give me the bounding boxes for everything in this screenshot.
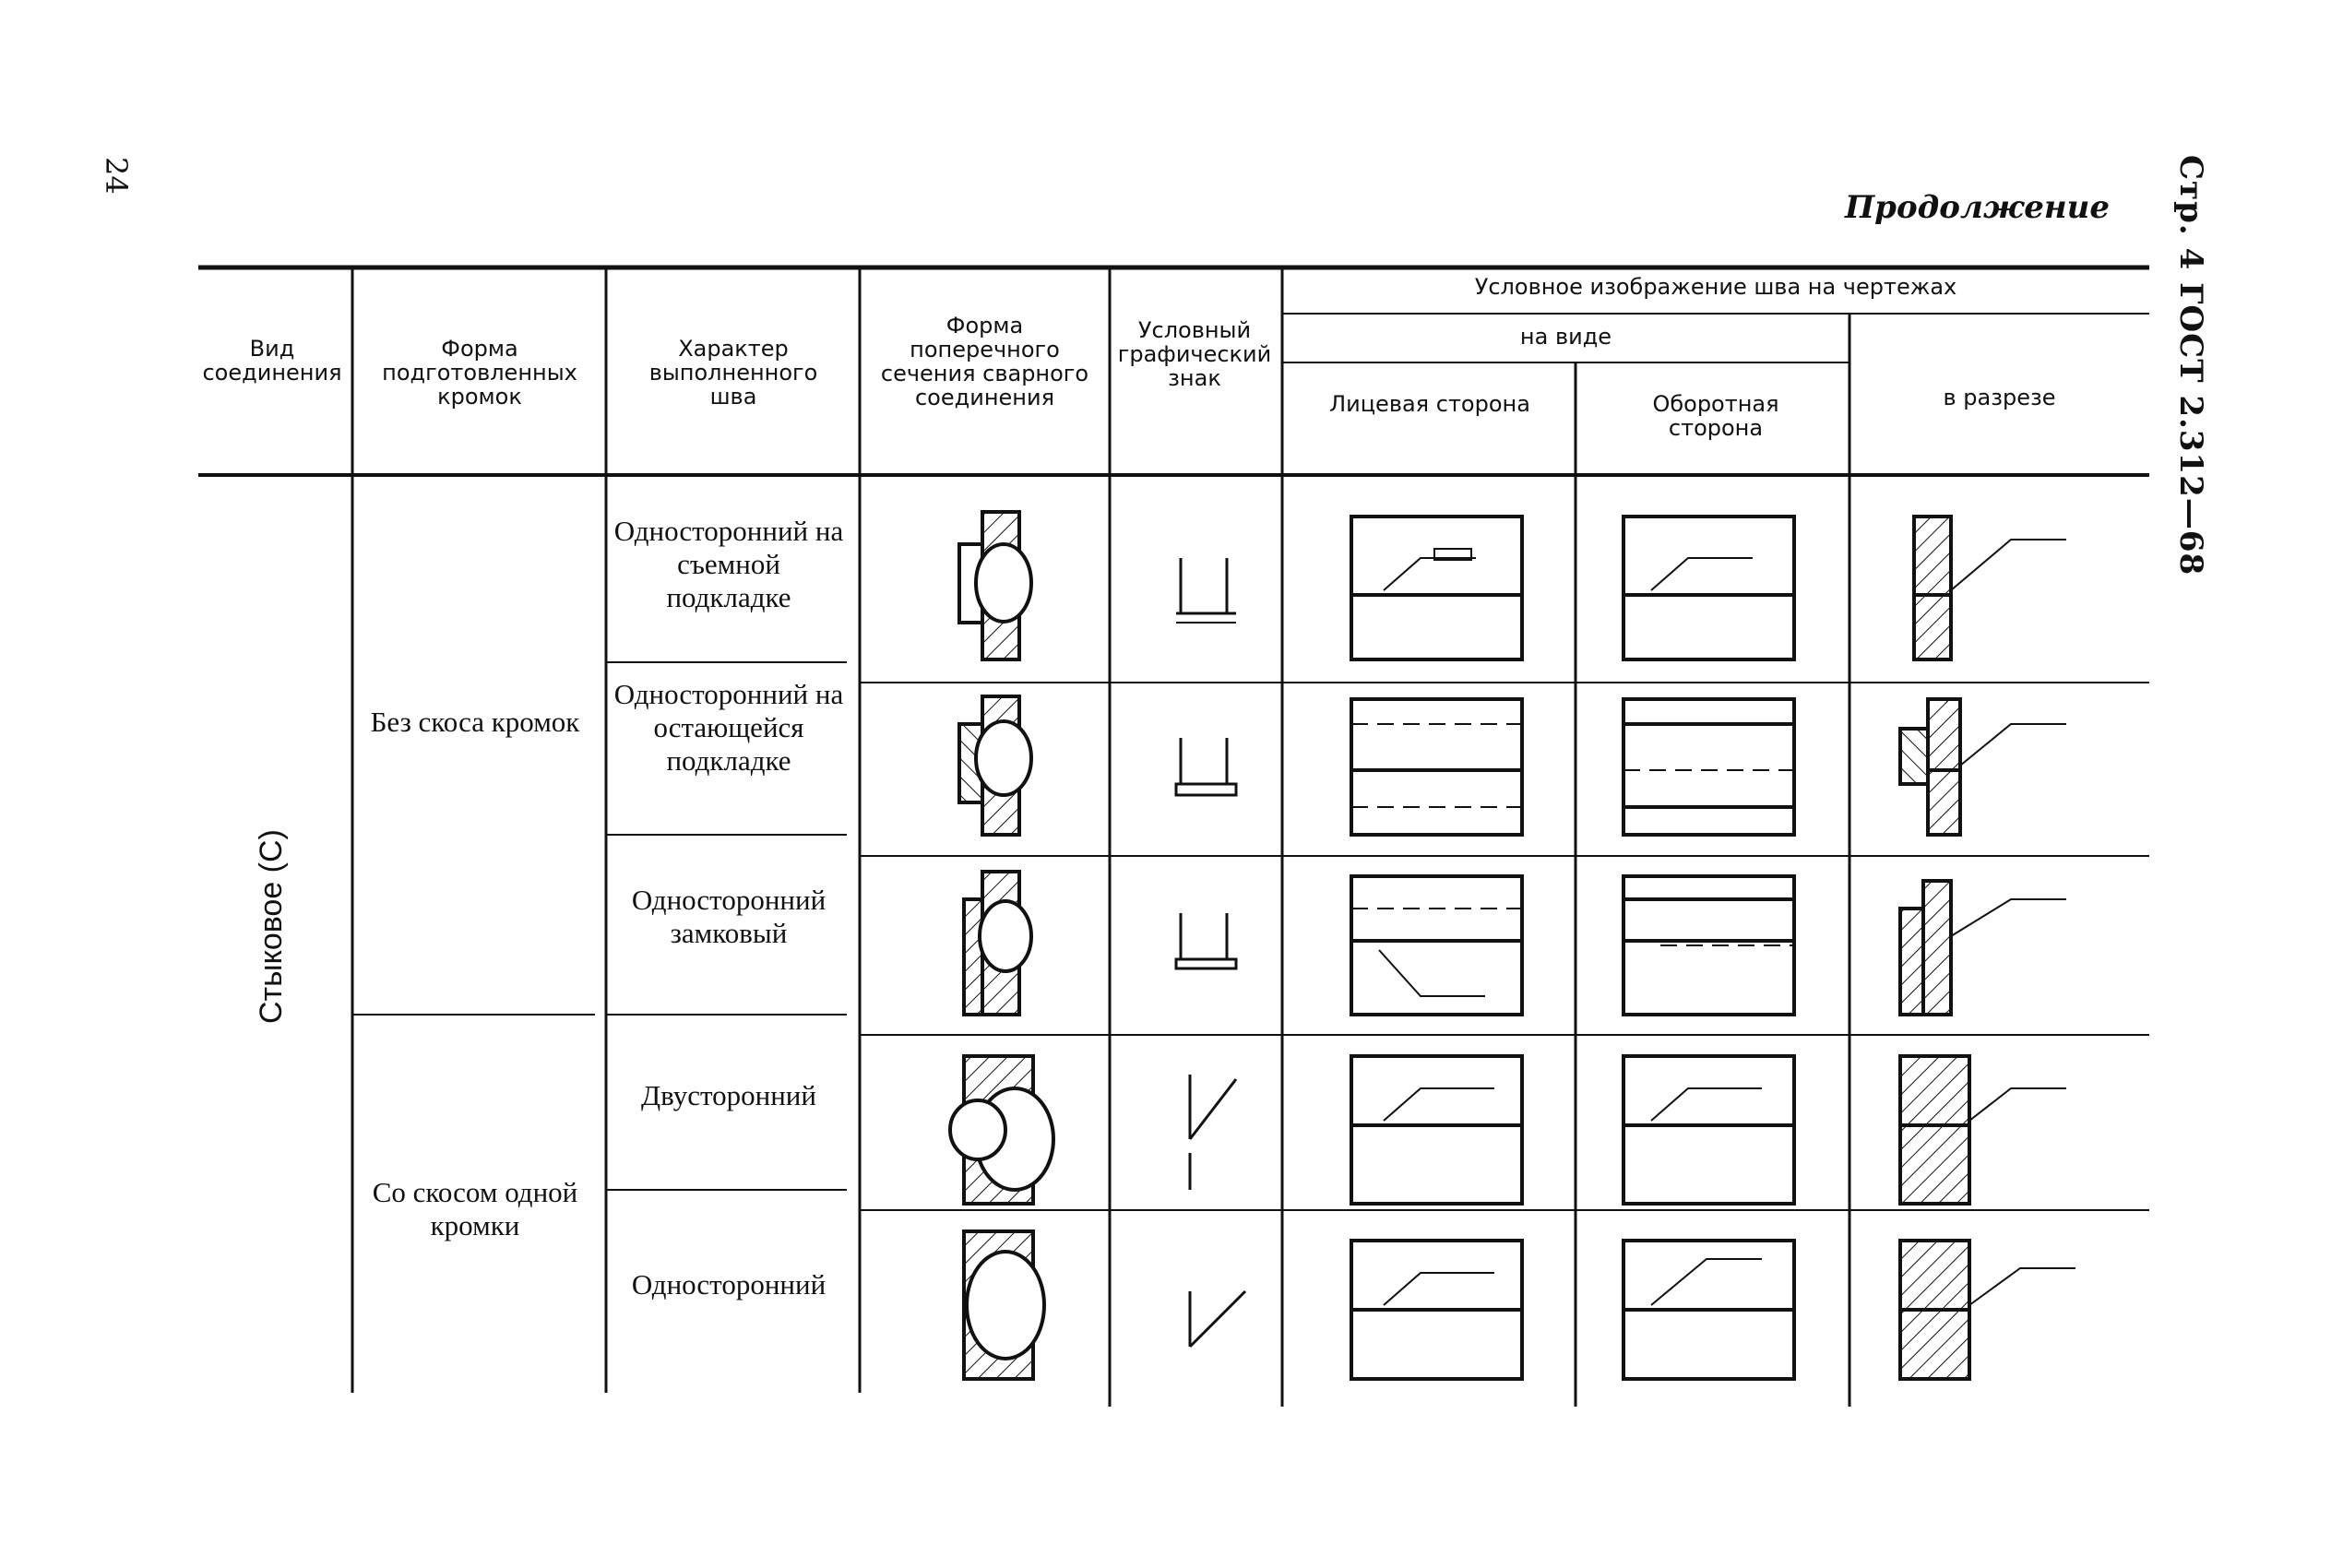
header-back-side: Оборотная сторона — [1652, 391, 1779, 441]
seam-row-1: Односторонний на съемной подкладке — [613, 515, 844, 613]
header-edge-shape: Форма подготовленных кромок — [382, 336, 577, 410]
header-symbol: Условный графический знак — [1117, 317, 1272, 391]
side-label: Стр. 4 ГОСТ 2.312—68 — [2172, 155, 2209, 576]
edge-group-1: Без скоса кромок — [370, 706, 580, 738]
continuation-label: Продолжение — [1845, 189, 2110, 226]
header-in-section: в разрезе — [1943, 385, 2056, 410]
header-on-view: на виде — [1519, 324, 1612, 350]
header-seam-character: Характер выполненного шва — [648, 336, 818, 410]
seam-row-3: Односторонний замковый — [631, 884, 827, 949]
row5-drawings — [964, 1231, 2075, 1379]
joint-type-value: Стыковое (С) — [254, 829, 289, 1024]
seam-row-4: Двусторонний — [641, 1079, 816, 1111]
header-joint-type: Вид соединения — [202, 336, 342, 386]
header-front-side: Лицевая сторона — [1329, 391, 1530, 417]
row3-drawings — [964, 872, 2066, 1015]
edge-group-2: Со скосом одной кромки — [372, 1176, 578, 1241]
row4-drawings — [950, 1056, 2066, 1204]
row2-drawings — [959, 696, 2066, 835]
header-drawing-group: Условное изображение шва на чертежах — [1474, 274, 1957, 300]
header-cross-section: Форма поперечного сечения сварного соединения — [880, 313, 1089, 410]
seam-row-2: Односторонний на остающейся подкладке — [613, 678, 844, 777]
seam-row-5: Односторонний — [631, 1268, 827, 1301]
page-number: 24 — [99, 157, 134, 195]
row1-drawings — [959, 512, 2066, 659]
